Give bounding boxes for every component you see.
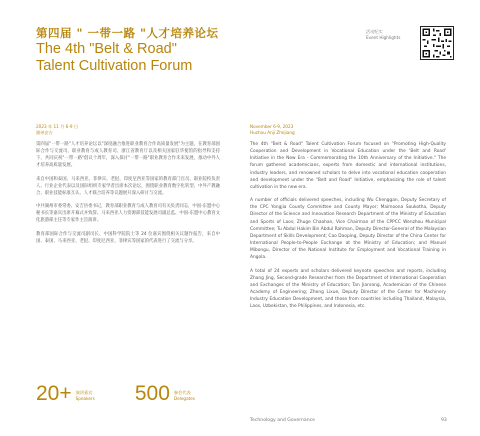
stats-row [36, 384, 235, 404]
stat-speakers [36, 384, 95, 404]
paragraph-en: A number of officials delivered speeches, including Wu Chenggan, Deputy Secretary of the CPC Yongjia County Committee and County Mayor; Maimoona Soukotha, Deputy Director of the Science and Innovation Research Department of the Ministry of Education and Sports of Laos; Zhuge Chaohan, Vice Chairman of the CPPCC Wenzhou Municipal Committee; Tu Abdul Hakim Bin Abdul Rahman, Deputy Director-General of the Malaysian Department of Skills Development; Cao Daoping, Deputy Director of the China Center for International People-to-People Exchange at the Ministry of Education; and Manuel Mibongu, Director of the National Institute for Employment and Vocational Training in Angola. [250, 198, 446, 261]
paragraph-en: The 4th "Belt & Road" Talent Cultivation Forum focused on "Promoting High-Quality Cooperation and Development in Vocational Education under the 'Belt and Road' Initiative in the New Era - Commemorating the 10th Anniversary of the Initiative." The forum gathered academicians, experts from domestic and international institutions, industry leaders, and renowned scholars to delve into vocational education cooperation and development under the "Belt and Road" Initiative, emphasizing the role of talent cultivation in the new era. [250, 142, 446, 190]
title-english-line1: The 4th "Belt & Road" [36, 41, 177, 57]
paragraph-cn: 教育部国际合作与交流司副司长、中国科学院院士等 24 位嘉宾围绕相关议题作报告，来自中国、泰国、马来西亚、老挝、印度尼西亚、菲律宾等国家的代表进行了交流与分享。 [36, 231, 220, 244]
event-date-en: November 6-9, 2023 [250, 124, 294, 129]
page-title [36, 26, 336, 74]
stat-label-en: Delegates [173, 396, 196, 401]
paragraph-en: A total of 24 experts and scholars delivered keynote speeches and reports, including Zhang Jing, Second-grade Researcher from the Department of International Cooperation and Exchanges of the Ministry of Education; Tan Jianrong, Academician of the Chinese Academy of Engineering; Zheng Lixue, Deputy Director of the Center for Machinery Industry Education Development, and those from countries including Thailand, Malaysia, Laos, Uzbekistan, the Philippines, and Indonesia, etc. [250, 268, 446, 310]
paragraph-cn: 第四届"一带一路"人才培养论坛以"深度融合推进职业教育合作高质量发展"为主题，在教育部国际合作与交流司、职业教育与成人教育司、浙江省教育厅以及相关国家驻华使馆的指导和支持下，共同庆祝"一带一路"倡议十周年，深入探讨"一带一路"职业教育合作未来发展，推动中外人才培养高质量发展。 [36, 142, 220, 169]
date-location-cn [36, 124, 78, 136]
highlights-en: Event Highlights [366, 35, 401, 40]
title-english-line2: Talent Cultivation Forum [36, 58, 193, 74]
event-date-cn: 2023 年 11 月 6-9 日 [36, 124, 79, 129]
stat-number: 20+ [36, 382, 72, 405]
english-body-column [250, 141, 446, 316]
highlights-cn: 活动纪实 [366, 29, 383, 34]
stat-label-en: Speakers [75, 396, 95, 401]
date-location-en [250, 124, 295, 136]
paragraph-cn: 来自中国和泰国、马来西亚、菲律宾、老挝、印度尼西亚等国家的教育部门官员、职业院校负责人、行业企业代表以及国际组织专家学者出席本次论坛，围绕职业教育数字化转型、中外产教融合、职业技能标准互认、人才联合培养等议题展开深入研讨与交流。 [36, 176, 220, 196]
stat-label-cn: 演讲嘉宾 [75, 390, 93, 395]
qr-code-icon[interactable] [420, 26, 454, 60]
stat-label-cn: 参会代表 [173, 390, 191, 395]
event-location-cn: 湖州安吉 [36, 130, 53, 135]
paragraph-cn: 中共湖州市委常委、安吉县委书记，教育部职业教育与成人教育司有关负责同志，中国-东盟中心秘书长等嘉宾出席开幕式并致辞。马来西亚人力资源部技能发展司副总监、中国-东盟中心教育文化旅游部主任等专家作主旨演讲。 [36, 204, 221, 224]
page-number: 93 [441, 418, 447, 423]
event-highlights-label [366, 29, 416, 41]
title-chinese: 第四届 " 一带一路 "人才培养论坛 [36, 26, 219, 40]
chinese-body-column [36, 141, 220, 251]
stat-delegates [135, 384, 195, 404]
footer-section-title: Technology and Governance [250, 418, 316, 423]
event-location-en: Huzhou Anji Zhejiang [250, 130, 295, 135]
stat-number: 500 [134, 382, 170, 405]
